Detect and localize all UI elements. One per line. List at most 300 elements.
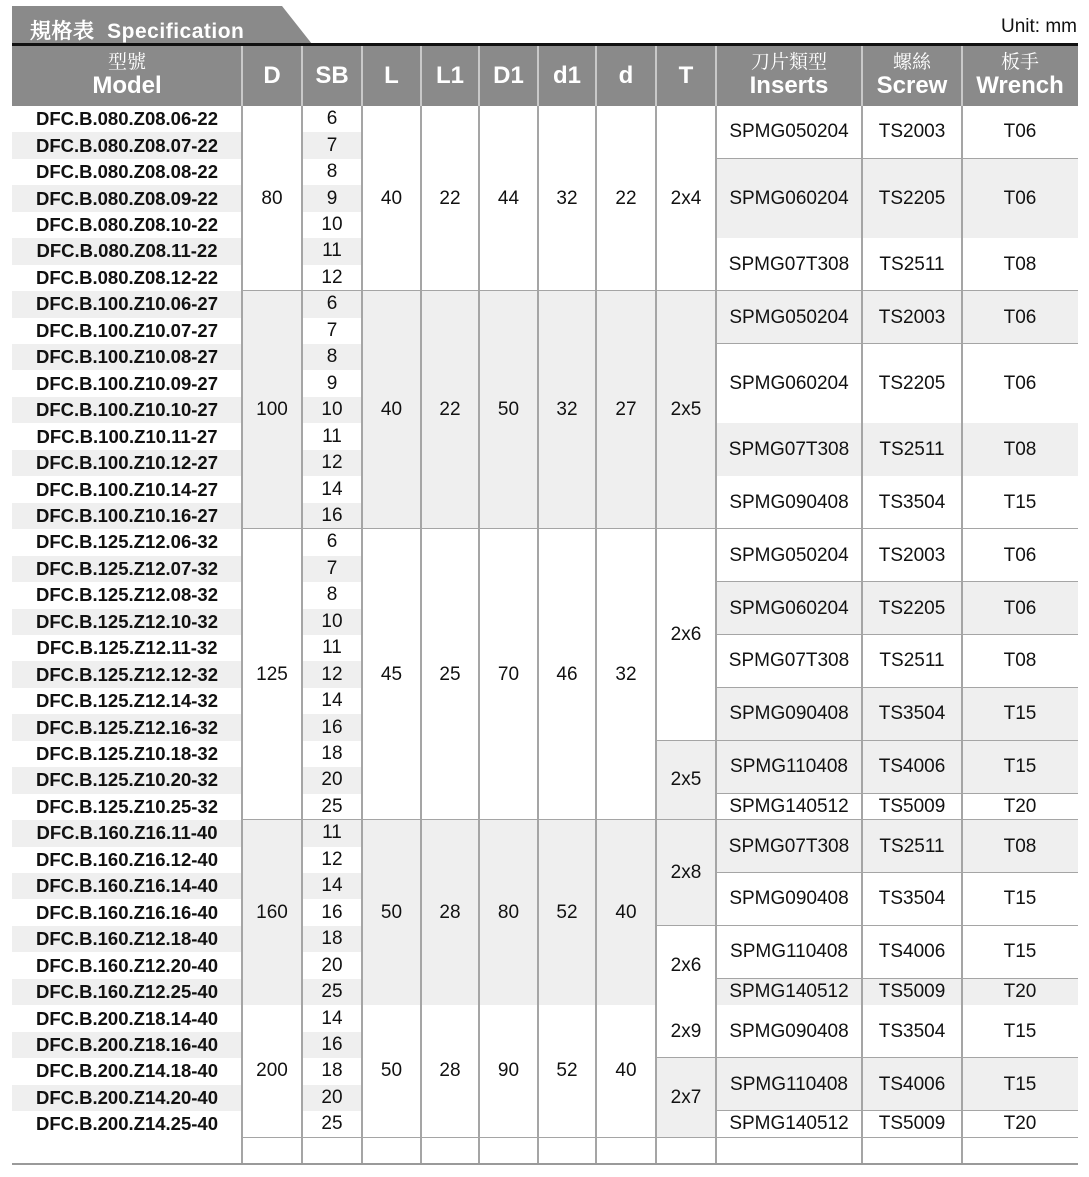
d1-cell <box>538 1005 596 1137</box>
column-divider <box>241 106 243 1164</box>
sb-cell-text: 18 <box>321 928 343 950</box>
header-d <box>242 46 302 106</box>
sb-cell-text: 12 <box>321 663 343 685</box>
insert-cell-text: SPMG110408 <box>730 941 848 963</box>
wrench-cell <box>962 794 1078 820</box>
sb-cell-text: 10 <box>321 399 343 421</box>
header-model <box>12 46 242 106</box>
sb-cell-text: 9 <box>326 372 338 394</box>
screw-cell <box>862 741 962 794</box>
wrench-cell-text: T20 <box>1003 981 1037 1003</box>
header-t <box>656 46 716 106</box>
t-cell-text: 2x6 <box>670 954 702 976</box>
insert-cell-text: SPMG07T308 <box>728 438 850 460</box>
model-cell <box>12 609 242 635</box>
sb-cell <box>302 159 362 185</box>
sb-cell <box>302 582 362 608</box>
sb-cell <box>302 556 362 582</box>
screw-cell <box>862 926 962 979</box>
model-cell <box>12 238 242 264</box>
header-inserts-zh: 刀片類型 <box>750 52 827 74</box>
t-cell <box>656 820 716 926</box>
insert-cell-text: SPMG140512 <box>729 795 849 817</box>
model-cell <box>12 450 242 476</box>
sb-cell-text: 11 <box>322 637 342 659</box>
header-l-en: L <box>384 62 399 90</box>
model-cell <box>12 159 242 185</box>
column-divider <box>961 106 963 1164</box>
screw-cell <box>862 423 962 476</box>
sb-cell-text: 6 <box>326 531 338 553</box>
model-cell <box>12 952 242 978</box>
model-cell <box>12 688 242 714</box>
sb-cell <box>302 1085 362 1111</box>
wrench-cell-text: T06 <box>1003 544 1037 566</box>
header-divider <box>420 46 422 106</box>
header-model-zh: 型號 <box>107 52 146 74</box>
wrench-cell-text: T06 <box>1003 187 1037 209</box>
model-cell <box>12 423 242 449</box>
d1-cell <box>479 106 538 291</box>
insert-cell-text: SPMG110408 <box>730 756 848 778</box>
d-cell-text: 27 <box>615 399 637 421</box>
screw-cell-text: TS3504 <box>878 703 946 725</box>
unit-label: Unit: mm <box>1001 16 1077 37</box>
screw-cell <box>862 979 962 1005</box>
model-cell-text: DFC.B.080.Z08.07-22 <box>35 134 218 156</box>
sb-cell-text: 6 <box>326 293 338 315</box>
column-divider <box>537 106 539 1164</box>
sb-cell <box>302 238 362 264</box>
header-l1-en: L1 <box>435 62 464 90</box>
d1-cell-text: 32 <box>556 187 578 209</box>
d-cell <box>596 529 656 820</box>
wrench-cell <box>962 1005 1078 1058</box>
d-cell-text: 160 <box>256 901 288 923</box>
wrench-cell <box>962 926 1078 979</box>
model-cell <box>12 635 242 661</box>
model-cell-text: DFC.B.125.Z10.25-32 <box>35 795 218 817</box>
wrench-cell <box>962 820 1078 873</box>
model-cell-text: DFC.B.125.Z12.16-32 <box>35 716 218 738</box>
sb-cell <box>302 873 362 899</box>
model-cell-text: DFC.B.160.Z16.16-40 <box>35 901 218 923</box>
sb-cell-text: 10 <box>321 610 343 632</box>
screw-cell <box>862 1111 962 1137</box>
wrench-cell-text: T06 <box>1003 372 1037 394</box>
model-cell-text: DFC.B.100.Z10.11-27 <box>36 425 218 447</box>
wrench-cell <box>962 688 1078 741</box>
t-cell-text: 2x8 <box>670 862 702 884</box>
header-screw <box>862 46 962 106</box>
wrench-cell-text: T08 <box>1003 650 1037 672</box>
sb-cell <box>302 688 362 714</box>
sb-cell <box>302 503 362 529</box>
model-cell <box>12 873 242 899</box>
screw-cell <box>862 344 962 423</box>
header-t-en: T <box>678 62 694 90</box>
title-en: Specification <box>107 20 245 43</box>
model-cell-text: DFC.B.160.Z16.12-40 <box>35 848 218 870</box>
t-cell <box>656 1005 716 1058</box>
insert-cell <box>716 979 862 1005</box>
model-cell <box>12 212 242 238</box>
d-cell <box>596 820 656 1005</box>
sb-cell <box>302 1005 362 1031</box>
insert-cell-text: SPMG090408 <box>729 888 849 910</box>
sb-cell <box>302 106 362 132</box>
sb-cell <box>302 900 362 926</box>
t-cell <box>656 1058 716 1137</box>
wrench-cell-text: T08 <box>1003 438 1037 460</box>
wrench-cell-text: T06 <box>1003 597 1037 619</box>
model-cell-text: DFC.B.160.Z12.20-40 <box>35 954 218 976</box>
model-cell-text: DFC.B.125.Z12.12-32 <box>35 663 218 685</box>
model-cell-text: DFC.B.100.Z10.10-27 <box>35 399 218 421</box>
t-cell-text: 2x5 <box>670 769 702 791</box>
header-divider <box>241 46 243 106</box>
screw-cell-text: TS5009 <box>878 795 946 817</box>
sb-cell <box>302 371 362 397</box>
screw-cell <box>862 291 962 344</box>
wrench-cell <box>962 423 1078 476</box>
wrench-cell <box>962 1058 1078 1111</box>
sb-cell-text: 7 <box>326 557 338 579</box>
model-cell <box>12 820 242 846</box>
header-divider <box>537 46 539 106</box>
wrench-cell-text: T15 <box>1003 703 1037 725</box>
d1-cell-text: 50 <box>497 399 520 421</box>
sb-cell <box>302 847 362 873</box>
header-l1 <box>421 46 479 106</box>
screw-cell <box>862 1058 962 1111</box>
model-cell-text: DFC.B.160.Z16.14-40 <box>35 875 218 897</box>
header-d1 <box>479 46 538 106</box>
insert-cell-text: SPMG060204 <box>729 372 849 394</box>
d1-cell-text: 46 <box>556 663 578 685</box>
screw-cell <box>862 106 962 159</box>
screw-cell-text: TS5009 <box>878 981 946 1003</box>
model-cell <box>12 397 242 423</box>
d-cell <box>596 1005 656 1137</box>
insert-cell <box>716 529 862 582</box>
column-divider <box>478 106 480 1164</box>
sb-cell-text: 8 <box>326 161 338 183</box>
header-d-en: d <box>618 62 634 90</box>
sb-cell <box>302 185 362 211</box>
header-divider <box>861 46 863 106</box>
d1-cell-text: 32 <box>556 399 578 421</box>
d1-cell-text: 44 <box>497 187 520 209</box>
sb-cell-text: 14 <box>321 690 343 712</box>
model-cell <box>12 106 242 132</box>
screw-cell <box>862 873 962 926</box>
insert-cell-text: SPMG07T308 <box>728 650 850 672</box>
sb-cell <box>302 952 362 978</box>
model-cell-text: DFC.B.125.Z12.10-32 <box>35 610 218 632</box>
header-l <box>362 46 421 106</box>
d1-cell <box>479 529 538 820</box>
model-cell <box>12 1005 242 1031</box>
sb-cell <box>302 1058 362 1084</box>
d-cell <box>242 529 302 820</box>
l1-cell-text: 22 <box>439 399 461 421</box>
sb-cell-text: 14 <box>321 875 343 897</box>
insert-cell <box>716 873 862 926</box>
model-cell-text: DFC.B.200.Z14.18-40 <box>35 1060 218 1082</box>
d-cell-text: 80 <box>261 187 283 209</box>
model-cell <box>12 529 242 555</box>
d-cell-text: 40 <box>615 901 637 923</box>
wrench-cell <box>962 238 1078 291</box>
wrench-cell <box>962 344 1078 423</box>
t-cell <box>656 106 716 291</box>
sb-cell-text: 6 <box>326 108 338 130</box>
model-cell <box>12 1032 242 1058</box>
d-cell-text: 40 <box>615 1060 637 1082</box>
insert-cell <box>716 582 862 635</box>
model-cell <box>12 291 242 317</box>
column-divider <box>595 106 597 1164</box>
insert-cell-text: SPMG090408 <box>729 1020 849 1042</box>
screw-cell-text: TS4006 <box>878 1073 946 1095</box>
t-cell <box>656 741 716 820</box>
model-cell <box>12 185 242 211</box>
sb-cell-text: 12 <box>321 266 343 288</box>
insert-cell-text: SPMG110408 <box>730 1073 848 1095</box>
wrench-cell <box>962 106 1078 159</box>
wrench-cell <box>962 873 1078 926</box>
insert-cell-text: SPMG050204 <box>729 121 849 143</box>
model-cell-text: DFC.B.200.Z18.16-40 <box>35 1033 218 1055</box>
model-cell <box>12 847 242 873</box>
screw-cell-text: TS3504 <box>878 1020 946 1042</box>
header-divider <box>655 46 657 106</box>
sb-cell-text: 14 <box>321 1007 343 1029</box>
t-cell <box>656 926 716 1005</box>
screw-cell-text: TS2205 <box>878 372 946 394</box>
screw-cell <box>862 688 962 741</box>
screw-cell-text: TS2511 <box>879 253 945 275</box>
model-cell-text: DFC.B.200.Z14.20-40 <box>35 1086 218 1108</box>
wrench-cell <box>962 979 1078 1005</box>
d-cell-text: 125 <box>256 663 288 685</box>
d1-cell-text: 52 <box>556 1060 578 1082</box>
sb-cell <box>302 212 362 238</box>
insert-cell <box>716 423 862 476</box>
insert-cell <box>716 1005 862 1058</box>
model-cell <box>12 476 242 502</box>
model-cell <box>12 767 242 793</box>
sb-cell <box>302 741 362 767</box>
sb-cell <box>302 767 362 793</box>
model-cell-text: DFC.B.100.Z10.14-27 <box>35 478 218 500</box>
column-divider <box>861 106 863 1164</box>
d-cell <box>596 106 656 291</box>
header-divider <box>301 46 303 106</box>
group-divider <box>242 1137 1078 1139</box>
model-cell-text: DFC.B.125.Z12.07-32 <box>35 557 218 579</box>
screw-cell-text: TS4006 <box>878 941 946 963</box>
l1-cell <box>421 106 479 291</box>
sb-cell <box>302 318 362 344</box>
model-cell-text: DFC.B.125.Z12.08-32 <box>35 584 218 606</box>
d1-cell-text: 70 <box>497 663 520 685</box>
screw-cell <box>862 635 962 688</box>
model-cell <box>12 503 242 529</box>
sb-cell <box>302 344 362 370</box>
header-sb <box>302 46 362 106</box>
d-cell <box>242 291 302 529</box>
model-cell-text: DFC.B.125.Z12.06-32 <box>35 531 218 553</box>
model-cell <box>12 582 242 608</box>
d-cell-text: 200 <box>256 1060 288 1082</box>
t-cell-text: 2x6 <box>670 623 702 645</box>
header-divider <box>715 46 717 106</box>
wrench-cell <box>962 741 1078 794</box>
sb-cell <box>302 661 362 687</box>
wrench-cell <box>962 529 1078 582</box>
sb-cell <box>302 1032 362 1058</box>
d1-cell <box>538 106 596 291</box>
column-divider <box>420 106 422 1164</box>
wrench-cell-text: T06 <box>1003 121 1037 143</box>
insert-cell-text: SPMG07T308 <box>728 253 850 275</box>
l1-cell <box>421 291 479 529</box>
header-d1-en: D1 <box>493 62 524 90</box>
sb-cell <box>302 609 362 635</box>
model-cell <box>12 926 242 952</box>
model-cell-text: DFC.B.080.Z08.11-22 <box>36 240 218 262</box>
sb-cell-text: 18 <box>321 743 343 765</box>
insert-cell <box>716 344 862 423</box>
model-cell-text: DFC.B.100.Z10.06-27 <box>35 293 218 315</box>
model-cell-text: DFC.B.200.Z14.25-40 <box>35 1113 218 1135</box>
d1-cell-text: 90 <box>497 1060 520 1082</box>
l1-cell-text: 28 <box>439 1060 461 1082</box>
d1-cell-text: 52 <box>556 901 578 923</box>
sb-cell-text: 20 <box>321 954 343 976</box>
l1-cell-text: 22 <box>439 187 461 209</box>
screw-cell-text: TS2003 <box>878 306 946 328</box>
model-cell-text: DFC.B.100.Z10.09-27 <box>35 372 218 394</box>
sb-cell <box>302 714 362 740</box>
screw-cell <box>862 820 962 873</box>
t-cell <box>656 529 716 741</box>
d-cell-text: 100 <box>256 399 288 421</box>
model-cell <box>12 556 242 582</box>
t-cell-text: 2x4 <box>670 187 702 209</box>
column-divider <box>301 106 303 1164</box>
screw-cell-text: TS4006 <box>878 756 946 778</box>
header-screw-en: Screw <box>876 72 948 100</box>
insert-cell <box>716 635 862 688</box>
d-cell-text: 22 <box>615 187 637 209</box>
model-cell <box>12 344 242 370</box>
sb-cell <box>302 979 362 1005</box>
insert-cell <box>716 741 862 794</box>
model-cell-text: DFC.B.200.Z18.14-40 <box>35 1007 218 1029</box>
l1-cell <box>421 529 479 820</box>
model-cell <box>12 132 242 158</box>
insert-cell <box>716 820 862 873</box>
insert-cell <box>716 926 862 979</box>
wrench-cell <box>962 635 1078 688</box>
sb-cell <box>302 820 362 846</box>
d-cell-text: 32 <box>615 663 637 685</box>
header-divider <box>361 46 363 106</box>
screw-cell-text: TS2003 <box>878 121 946 143</box>
model-cell-text: DFC.B.125.Z10.20-32 <box>35 769 218 791</box>
d-cell <box>242 1005 302 1137</box>
l1-cell <box>421 1005 479 1137</box>
screw-cell <box>862 582 962 635</box>
wrench-cell-text: T20 <box>1003 1113 1037 1135</box>
t-cell <box>656 291 716 529</box>
sb-cell-text: 7 <box>326 319 338 341</box>
insert-cell <box>716 159 862 238</box>
wrench-cell-text: T15 <box>1003 1073 1037 1095</box>
header-model-en: Model <box>92 72 162 100</box>
t-cell-text: 2x5 <box>670 399 702 421</box>
insert-cell-text: SPMG060204 <box>729 597 849 619</box>
header-d <box>596 46 656 106</box>
header-wrench-en: Wrench <box>976 72 1064 100</box>
l-cell-text: 40 <box>380 187 403 209</box>
model-cell-text: DFC.B.080.Z08.06-22 <box>35 108 218 130</box>
sb-cell-text: 20 <box>321 1086 343 1108</box>
screw-cell-text: TS2511 <box>879 438 945 460</box>
sb-cell <box>302 1111 362 1137</box>
l-cell-text: 45 <box>380 663 403 685</box>
model-cell <box>12 1111 242 1137</box>
insert-cell <box>716 1058 862 1111</box>
sb-cell <box>302 265 362 291</box>
d1-cell <box>538 529 596 820</box>
screw-cell <box>862 238 962 291</box>
d1-cell <box>479 291 538 529</box>
header-wrench-zh: 板手 <box>1000 52 1039 74</box>
model-cell-text: DFC.B.080.Z08.08-22 <box>35 161 218 183</box>
wrench-cell-text: T15 <box>1003 491 1037 513</box>
header-wrench <box>962 46 1078 106</box>
l-cell <box>362 820 421 1005</box>
model-cell-text: DFC.B.100.Z10.12-27 <box>35 452 218 474</box>
title-zh: 規格表 <box>30 20 95 43</box>
insert-cell-text: SPMG050204 <box>729 544 849 566</box>
sb-cell-text: 16 <box>321 901 343 923</box>
sb-cell <box>302 397 362 423</box>
insert-cell <box>716 688 862 741</box>
wrench-cell <box>962 476 1078 529</box>
model-cell-text: DFC.B.100.Z10.08-27 <box>35 346 218 368</box>
header-sb-en: SB <box>315 62 349 90</box>
sb-cell <box>302 132 362 158</box>
sb-cell <box>302 450 362 476</box>
model-cell <box>12 371 242 397</box>
model-cell <box>12 741 242 767</box>
header-d-en: D <box>263 62 281 90</box>
model-cell <box>12 979 242 1005</box>
sb-cell-text: 16 <box>321 716 343 738</box>
sb-cell-text: 25 <box>321 795 343 817</box>
l1-cell <box>421 820 479 1005</box>
sb-cell-text: 20 <box>321 769 343 791</box>
header-d1-en: d1 <box>552 62 581 90</box>
model-cell-text: DFC.B.100.Z10.16-27 <box>35 504 218 526</box>
model-cell-text: DFC.B.125.Z12.11-32 <box>36 637 218 659</box>
d1-cell <box>538 820 596 1005</box>
